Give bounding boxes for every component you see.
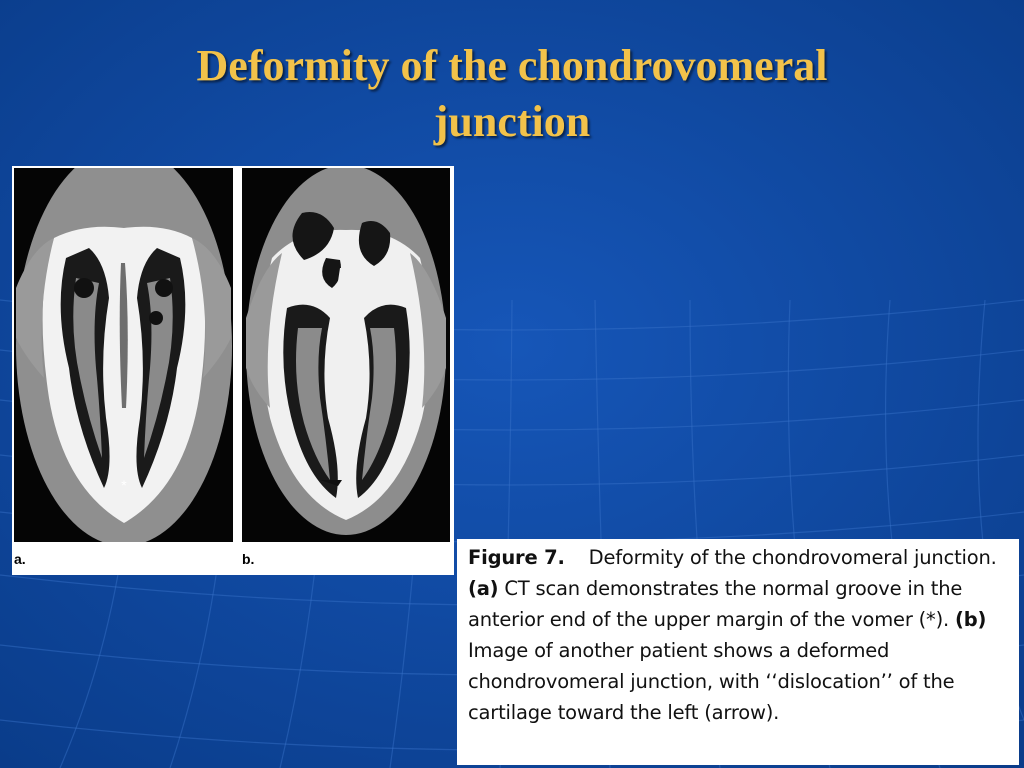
ct-figure [12, 166, 454, 575]
ct-scan-b [242, 168, 450, 542]
panel-label-b: b. [242, 551, 255, 567]
ct-scan-a [14, 168, 233, 542]
caption-intro: Deformity of the chondrovomeral junction. [588, 546, 997, 569]
caption-part-a-text: CT scan demonstrates the normal groove in the anterior end of the upper margin of the vomer (*). [468, 577, 963, 631]
caption-part-b-tag: (b) [955, 608, 987, 631]
panel-label-a: a. [14, 551, 26, 567]
caption-part-b-text: Image of another patient shows a deformed chondrovomeral junction, with ‘‘dislocation’’ of the cartilage toward the left (arrow). [468, 639, 955, 724]
figure-number: Figure 7. [468, 546, 565, 569]
slide-title-line-1: Deformity of the chondrovomeral [196, 41, 828, 90]
slide-title-line-2: junction [433, 97, 591, 146]
figure-caption [457, 539, 1019, 765]
slide-title [0, 38, 1024, 150]
caption-part-a-tag: (a) [468, 577, 499, 600]
vomer-marker: * [121, 477, 127, 493]
